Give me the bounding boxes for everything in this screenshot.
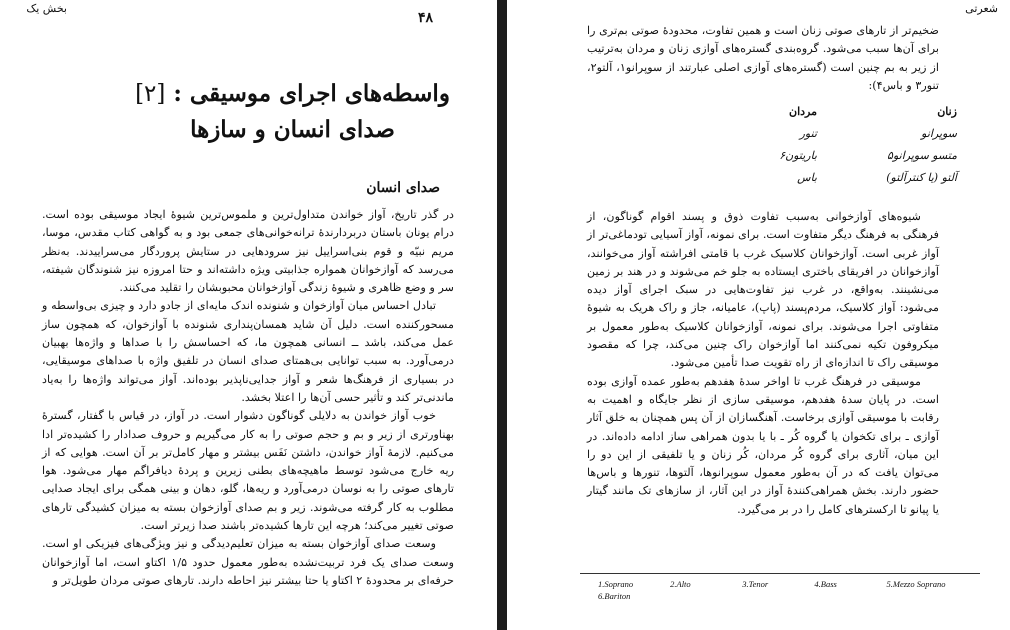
voice-soprano: سوپرانو <box>921 127 957 140</box>
voice-tenor: تنور <box>799 127 817 140</box>
paragraph: موسیقی در فرهنگ غرب تا اواخر سدهٔ هفدهم به‌طور عمده آوازی بوده است. در پایان سدهٔ هفدهم، موسیقی سازی از نظر جایگاه و اهمیت به رقابت با موسیقی آوازی برخاست. آهنگسازان از آن پس همچنان به خلق آثار آوازی ـ برای تکخوان یا گروه کُر ـ با یا بدون همراهی ساز ادامه داده‌اند. در این میان، آثاری برای گروه کُر مردان، کُر زنان و یا تلفیقی از این دو را می‌توان یافت که در آن به‌طور معمول سوپرانوها، آلتوها، تنورها و باس‌ها حضور دارند. بخش همراهی‌کنندهٔ آواز در این آثار، از سازهای تک مانند گیتار یا پیانو تا ارکسترهای کامل را در بر می‌گیرد. <box>587 374 939 516</box>
paragraph: تبادل احساس میان آوازخوان و شنونده اندک مایه‌ای از جادو دارد و چیزی بی‌واسطه و مسحورکننده است. دلیل آن شاید همسان‌پنداری شنونده با آوازخوان، که همچون ساز عمل می‌کند، باشد ــ انسانی همچون ما، که احساسش را با صداها و واژه‌ها بهبیان درمی‌آورد. به سبب توانایی بی‌همتای صدای انسان در تلفیق واژه با صداهای موسیقایی، در بسیاری از فرهنگ‌ها شعر و آواز جدایی‌ناپذیر بوده‌اند. آواز می‌تواند واژه‌ها را به‌یاد ماندنی‌تر کند و تأثیر حسی آن‌ها را اعتلا بخشد. <box>42 299 454 404</box>
right-page <box>507 0 1010 630</box>
women-header: زنان <box>937 105 957 118</box>
left-page <box>0 0 497 630</box>
men-header: مردان <box>789 105 817 118</box>
intro-paragraph <box>587 22 939 95</box>
women-column <box>837 105 957 193</box>
paragraph: ضخیم‌تر از تارهای صوتی زنان است و همین تفاوت، محدودهٔ صوتی بم‌تری را برای آن‌ها سبب می‌شود. گروه‌بندی گستره‌های آوازی زنان و مردان به‌ترتیب از زیر به بم چنین است (گستره‌های آوازی اصلی عبارتند از سوپرانو۱، آلتو۲، تنور۳ و باس۴): <box>587 24 939 92</box>
footnote: 3.Tenor <box>742 579 769 589</box>
chapter-title <box>120 76 465 148</box>
left-body <box>42 206 454 590</box>
footnote: 6.Bariton <box>598 591 631 601</box>
paragraph: در گذر تاریخ، آواز خواندن متداول‌ترین و ملموس‌ترین شیوهٔ ایجاد موسیقی بوده است. درام یونان باستان دربردارندهٔ ترانه‌خوانی‌های جمعی بود و به گواهی کتاب مقدس، موسا، مریم نبیّه و قوم بنی‌اسراییل نیز سرودهایی در ستایش پروردگار می‌سراییدند. به‌نظر می‌رسد که آوازخوانان همواره جذابیتی ویژه داشته‌اند و حتا امروزه نیز شنوندگان شیفته، سر و وضع ظاهری و شیوهٔ زندگی آوازخوانان محبوبشان را تقلید می‌کنند. <box>42 208 454 295</box>
page-number: ۴۸ <box>418 10 434 26</box>
voice-baritone: باریتون۶ <box>779 149 817 162</box>
footnote-divider <box>580 573 980 574</box>
footnote: 4.Bass <box>814 579 837 589</box>
footnote: 2.Alto <box>670 579 691 589</box>
right-body <box>587 208 939 519</box>
chapter-number: [۲] <box>135 81 166 107</box>
chapter-title-line1: واسطه‌های اجرای موسیقی : <box>173 80 450 107</box>
men-column <box>697 105 817 193</box>
gutter-shadow <box>497 0 507 630</box>
paragraph: شیوه‌های آوازخوانی به‌سبب تفاوت ذوق و پسند اقوام گوناگون، از فرهنگی به فرهنگ دیگر متفاوت است. برای نمونه، آواز آسیایی تودماغی‌تر از آواز غربی است. آوازخوانان کلاسیک غرب با قامتی افراشته آواز می‌خوانند، آوازخوانان در افریقای باختری ایستاده به جلو خم می‌شوند و در هند بر زمین می‌نشینند. به‌واقع، در غرب نیز تفاوت‌هایی در سبک اجرای آواز دیده می‌شود: آواز کلاسیک، مردم‌پسند (پاپ)، عامیانه، جاز و راک هریک به شیوهٔ متفاوتی اجرا می‌شوند. برای نمونه، آوازخوانان کلاسیک به‌طور معمول بر میکروفون تکیه نمی‌کنند اما آوازخوان راک چنین می‌کند، چرا که مقصود موسیقی راک تا اندازه‌ای از راه تقویت صدا تأمین می‌شود. <box>587 210 939 370</box>
voice-mezzo: متسو سوپرانو۵ <box>887 149 957 162</box>
footnotes <box>598 578 978 602</box>
paragraph: وسعت صدای آوازخوان بسته به میزان تعلیم‌دیدگی و نیز ویژگی‌های فیزیکی او است. وسعت صدای یک فرد تربیت‌نشده به‌طور معمول حدود ۱/۵ اکتاو است، اما آوازخوانان حرفه‌ای بر محدودهٔ ۲ اکتاو یا حتا بیشتر نیز احاطه دارند. تارهای صوتی مردان طویل‌تر و <box>42 537 455 587</box>
chapter-title-line2: صدای انسان و سازها <box>190 116 395 143</box>
footnote: 5.Mezzo Soprano <box>886 579 946 589</box>
voice-alto: آلتو (یا کنترآلتو) <box>886 171 957 184</box>
voice-bass: باس <box>797 171 817 184</box>
section-heading: صدای انسان <box>366 180 440 196</box>
footnote: 1.Soprano <box>598 579 634 589</box>
running-head: شعرتی <box>965 2 998 15</box>
paragraph: خوب آواز خواندن به دلایلی گوناگون دشوار است. در آواز، در قیاس با گفتار، گسترهٔ بهناورتری از زیر و بم و حجم صوتی را به کار می‌گیریم و حروف صدادار را کشیده‌تر ادا می‌کنیم. لازمهٔ آواز خواندن، داشتن نَفَس بیشتر و مهار کامل‌تر بر آن است. هوایی که از ریه خارج می‌شود توسط ماهیچه‌های بطنی زیرین و پردهٔ دیافراگم مهار می‌شود. هوا تارهای صوتی را به نوسان درمی‌آورد و ریه‌ها، گلو، دهان و بینی همگی برای ایجاد صدایی مطلوب به کار گرفته می‌شوند. زیر و بم صدای آوازخوان بسته به میزان کشیدگی تارهای صوتی تغییر می‌کند؛ هرچه این تارها کشیده‌تر باشند صدا زیرتر است. <box>42 409 454 533</box>
running-head: بخش یک <box>26 2 67 15</box>
